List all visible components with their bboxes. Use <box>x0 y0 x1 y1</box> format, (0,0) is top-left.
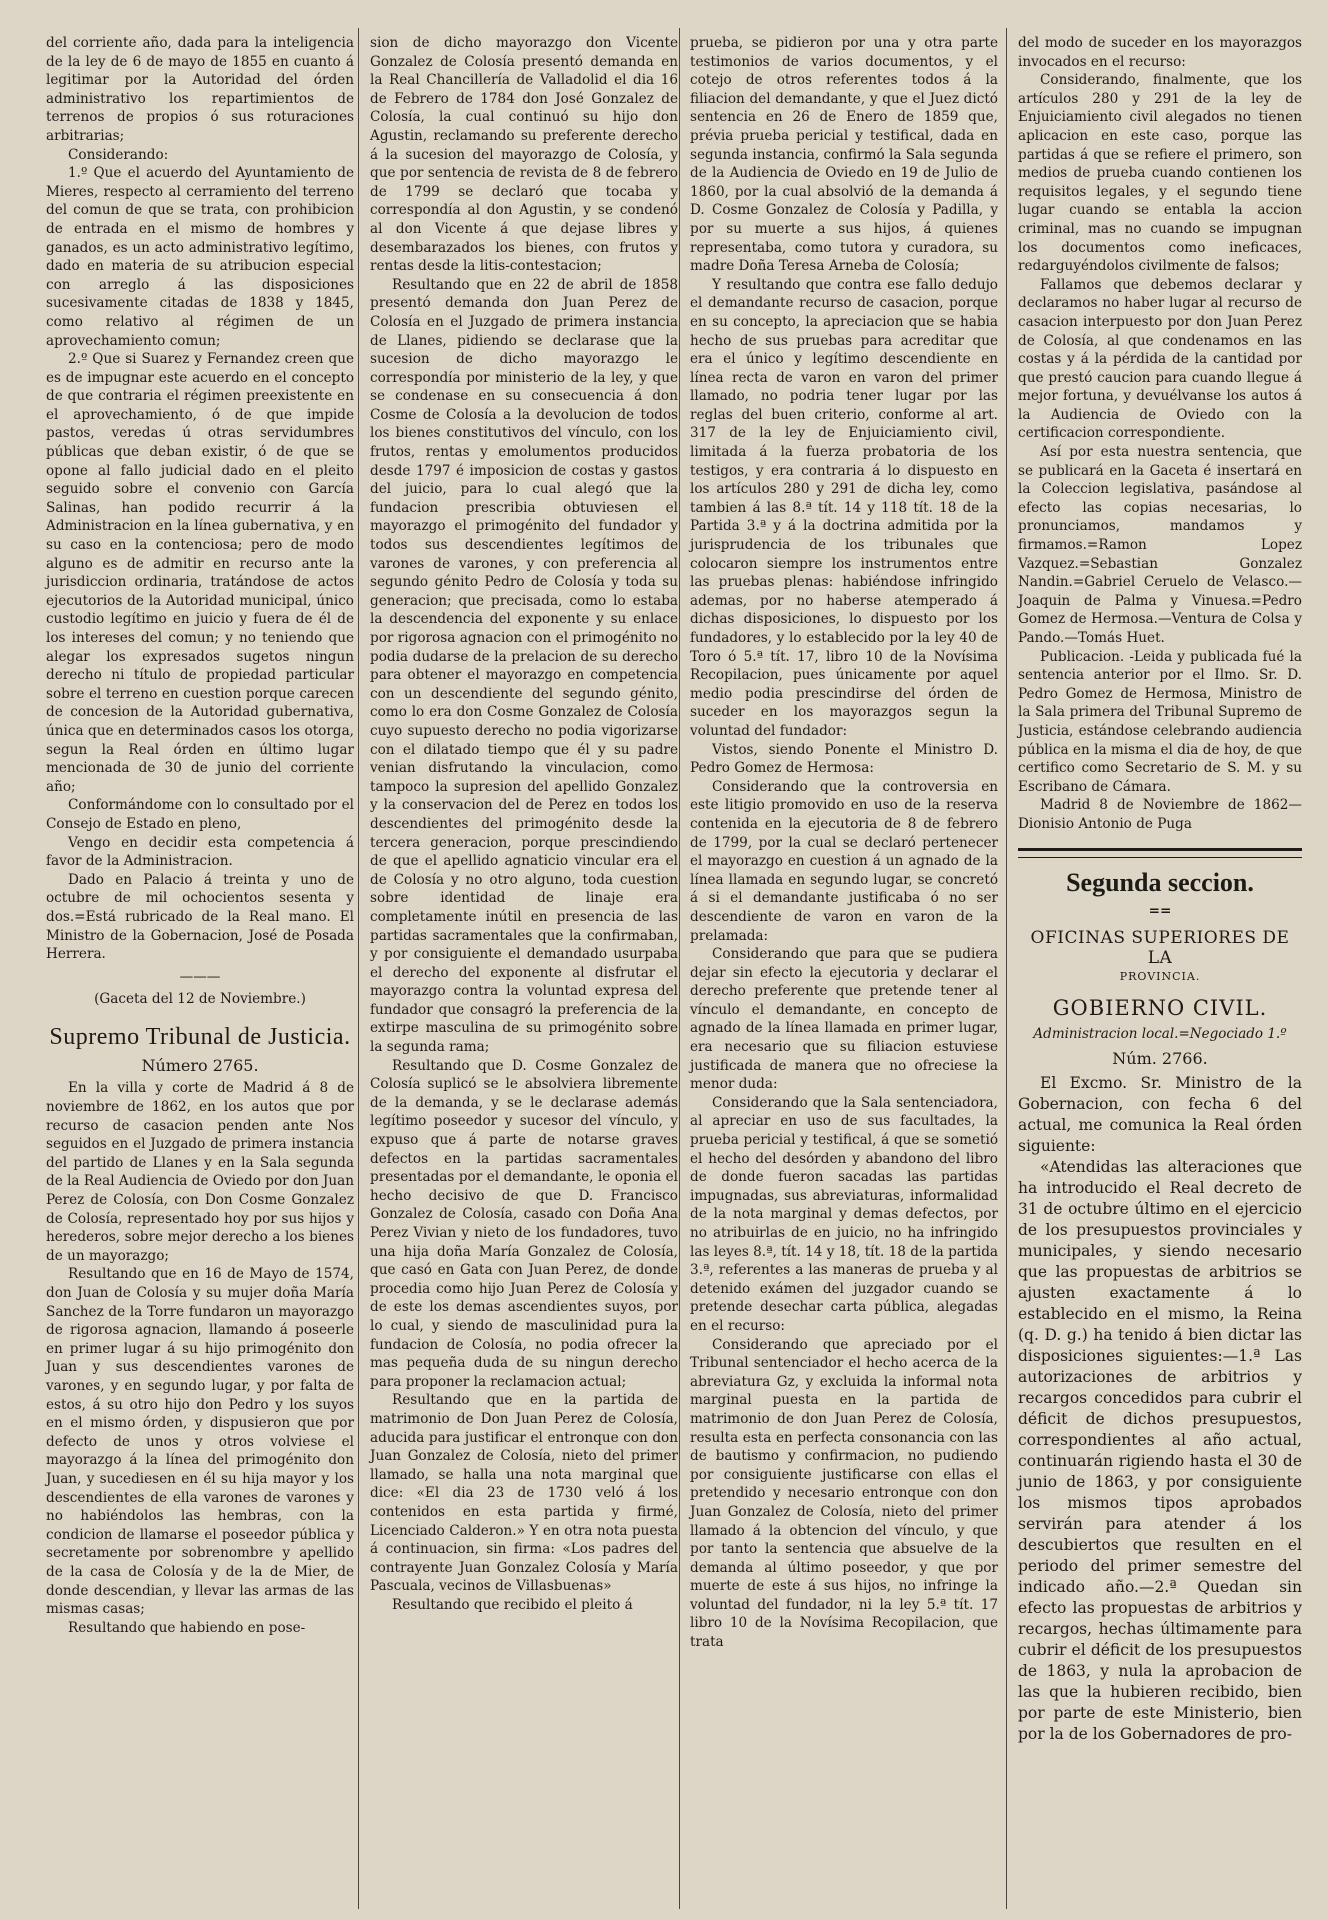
column-4 <box>1018 34 1302 1745</box>
section-heading: Segunda seccion. <box>1066 867 1254 897</box>
paragraph: Vengo en decidir esta competencia á favor de la Administracion. <box>46 834 354 870</box>
paragraph: sion de dicho mayorazgo don Vicente Gonzalez de Colosía presentó demanda en la Real Chancillería de Valladolid el dia 16 de Febrero de 1784 don José Gonzalez de Colosía, la cual continuó su hijo don Agustin, reclamando su preferente derecho á la sucesion del mayorazgo de Colosía, y que por sentencia de revista de 8 de febrero de 1799 se declaró que tocaba y correspondía al don Agustin, y se condenó al don Vicente á que dejase libres y desembarazados los bienes, con frutos y rentas desde la litis-contestacion; <box>370 35 678 275</box>
paragraph: Considerando que apreciado por el Tribunal sentenciador el hecho acerca de la abreviatura Gz, y excluida la informal nota marginal puesta en la partida de matrimonio de don Juan Perez de Colosía, resulta esta en perfecta consonancia con las de bautismo y confirmacion, no pudiendo por consiguiente justificarse con ellas el pretendido y necesario entronque con don Juan Gonzalez de Colosía, nieto del primer llamado á la obtencion del vínculo, y que por tanto la sentencia que absuelve de la demanda al último poseedor, y que por muerte de este á sus hijos, no infringe la voluntad del fundador, ni la ley 5.ª tít. 17 libro 10 de la Novísima Recopilacion, que trata <box>690 1336 998 1651</box>
signature-line: Madrid 8 de Noviembre de 1862—Dionisio Antonio de Puga <box>1018 797 1302 832</box>
paragraph: del modo de suceder en los mayorazgos invocados en el recurso: <box>1018 35 1302 70</box>
paragraph: del corriente año, dada para la inteligencia de la ley de 6 de mayo de 1855 en cuanto á legitimar por la Autoridad del órden administrativo los repartimientos de terrenos de propios ó sus roturaciones arbitrarias; <box>46 35 354 144</box>
column-3 <box>690 34 998 1652</box>
paragraph: Fallamos que debemos declarar y declaramos no haber lugar al recurso de casacion interpuesto por don Juan Perez de Colosía, al que condenamos en las costas y á la pérdida de la cantidad por que prestó caucion para cuando llegue á mejor fortuna, y devuélvanse los autos á la Audiencia de Oviedo con la certificacion correspondiente. <box>1018 276 1302 442</box>
paragraph: El Excmo. Sr. Ministro de la Gobernacion, con fecha 6 del actual, me comunica la Real órden siguiente: <box>1018 1073 1302 1155</box>
government-heading: GOBIERNO CIVIL. <box>1052 995 1268 1020</box>
paragraph: Resultando que en 16 de Mayo de 1574, don Juan de Colosía y su mujer doña María Sanchez de la Torre fundaron un mayorazgo de rigorosa agnacion, llamando á poseerle en primer lugar á su hijo primogénito don Juan y sus descendientes varones de varones, y en segundo lugar, y por falta de estos, á su otro hijo don Pedro y los suyos en el mismo órden, y dispusieron que por defecto de unos y otros volviese el mayorazgo á la línea del primogénito don Juan, y sucediesen en él su hija mayor y los descendientes de ella varones de varones y no habiéndolos las hembras, con la condicion de llamarse el poseedor pública y secretamente por sobrenombre y apellido de la casa de Colosía y de la de Mier, de donde descendian, y llevar las armas de las mismas casas; <box>46 1266 354 1618</box>
item-number: Núm. 2766. <box>1112 1048 1208 1068</box>
paragraph: prueba, se pidieron por una y otra parte testimonios de varios documentos, y el cotejo de otros referentes todos á la filiacion del demandante, y que el Juez dictó sentencia en 26 de Enero de 1859 que, prévia prueba pericial y testifical, dada en segunda instancia, confirmó la Sala segunda de la Audiencia de Oviedo en 19 de Julio de 1860, por la cual absolvió de la demanda á D. Cosme Gonzalez de Colosía y Padilla, y por su muerte a sus hijos, á quienes representaba, como tutora y curadora, su madre Doña Teresa Arneba de Colosía; <box>690 35 998 275</box>
column-rule <box>1006 28 1007 1909</box>
paragraph: Y resultando que contra ese fallo dedujo el demandante recurso de casacion, porque en su concepto, la apreciacion que se habia hecho de sus pruebas para acreditar que era el único y legítimo descendiente en línea recta de varon en varon del primer llamado, no podria tener lugar por las reglas del buen criterio, conforme al art. 317 de la ley de Enjuiciamiento civil, limitada á la fuerza probatoria de los testigos, y era contraria á lo dispuesto en los artículos 280 y 291 de dicha ley, como tambien á las 8.ª tít. 14 y 118 tít. 18 de la Partida 3.ª y á la doctrina admitida por la jurisprudencia de los tribunales que colocaron siempre los instrumentos entre las pruebas plenas: habiéndose infringido ademas, por no haberse atemperado á dichas disposiciones, lo dispuesto por los fundadores, y lo establecido por la ley 40 de Toro ó 5.ª tít. 17, libro 10 de la Novísima Recopilacion, pues únicamente por aquel medio podia prescindirse del órden de suceder en los mayorazgos segun la voluntad del fundador: <box>690 276 998 739</box>
item-number: Número 2765. <box>141 1055 259 1075</box>
column-2 <box>370 34 678 1614</box>
paragraph: Resultando que en 22 de abril de 1858 presentó demanda don Juan Perez de Colosía en el Juzgado de primera instancia de Llanes, pidiendo se declarase que la sucesion de dicho mayorazgo le correspondía por ministerio de la ley, y que se condenase en su consecuencia á don Cosme de Colosía a la devolucion de todos los bienes constitutivos del vínculo, con los frutos, rentas y emolumentos producidos desde 1797 é imposicion de costas y gastos del juicio, para lo cual alegó que la fundacion prescribia obtuviesen el mayorazgo el primogénito del fundador y todos sus descendientes legítimos de varones de varones, y con preferencia al segundo génito Pedro de Colosía y toda su generacion; que precisada, como lo estaba la descendencia del exponente y su enlace por rigorosa agnacion con el primogénito no podia dudarse de la prelacion de su derecho para obtener el mayorazgo en competencia con un descendiente del segundo génito, como lo era don Cosme Gonzalez de Colosía cuyo supuesto derecho no podia vigorizarse con el dilatado tiempo que él y su padre venian disfrutando la vinculacion, como tampoco la supresion del apellido Gonzalez y la conservacion del de Perez en todos los descendientes del primogénito desde la tercera generacion, porque prescindiendo de que el apellido agnaticio vincular era el de Colosía y no otro alguno, toda cuestion sobre identidad de linaje era completamente inútil en presencia de las partidas sacramentales que la confirmaban, y por consiguiente el demandado usurpaba el derecho del exponente al disfrutar el mayorazgo contra la voluntad expresa del fundador que consagró la preferencia de la extirpe masculina de su primogénito sobre la segunda rama; <box>370 276 678 1056</box>
column-rule <box>679 28 680 1909</box>
office-subheading: PROVINCIA. <box>1119 970 1201 984</box>
separator-dash: ——— <box>179 968 221 985</box>
paragraph: Considerando, finalmente, que los artículos 280 y 291 de la ley de Enjuiciamiento civil alegados no tienen aplicacion en este caso, porque las partidas á que se refiere el primero, son medios de prueba cuando contienen los requisitos legales, y el segundo tiene lugar cuando se entabla la accion criminal, mas no cuando se impugnan los documentos como ineficaces, redarguyéndolos civilmente de falsos; <box>1018 72 1302 275</box>
section-heading: Supremo Tribunal de Justicia. <box>49 1023 351 1050</box>
paragraph: 2.º Que si Suarez y Fernandez creen que es de impugnar este acuerdo en el concepto de que contraria el régimen preexistente en el aprovechamiento, ó de que impide pastos, veredas ú otras servidumbres públicas que deban existir, ó de que se opone al fallo judicial dado en el pleito seguido sobre el convenio con García Salinas, han podido recurrir á la Administracion en la línea gubernativa, y en su caso en la contenciosa; pero de modo alguno es de admitir en recurso ante la jurisdiccion ordinaria, tratándose de actos ejecutorios de la Autoridad municipal, único custodio legítimo en juicio y fuera de él de los intereses del comun; y no teniendo que alegar los expresados sugetos ningun derecho ni título de propiedad particular sobre el terreno en cuestion porque carecen de concesion de la Autoridad gubernativa, única que en determinados casos los otorga, segun la Real órden en último lugar mencionada de 30 de junio del corriente año; <box>46 351 354 795</box>
paragraph: Conformándome con lo consultado por el Consejo de Estado en pleno, <box>46 797 354 832</box>
paragraph: En la villa y corte de Madrid á 8 de noviembre de 1862, en los autos que por recurso de casacion penden ante Nos seguidos en el Juzgado de primera instancia del partido de Llanes y en la Sala segunda de la Real Audiencia de Oviedo por don Juan Perez de Colosía, con Don Cosme Gonzalez de Colosía, representado hoy por sus hijos y herederos, sobre mejor derecho a los bienes de un mayorazgo; <box>46 1080 354 1264</box>
paragraph: Considerando que la controversia en este litigio promovido en uso de la reserva contenida en la ejecutoria de 8 de febrero de 1799, por la cual se declaró pertenecer el mayorazgo en cuestion á un agnado de la línea llamada en segundo lugar, se concretó á si el demandante justificaba ó no ser descendiente de varon en varon de la prelamada: <box>690 778 998 944</box>
office-heading: OFICINAS SUPERIORES DE LA <box>1030 928 1290 969</box>
paragraph: Resultando que recibido el pleito á <box>392 1596 633 1613</box>
paragraph: 1.º Que el acuerdo del Ayuntamiento de Mieres, respecto al cerramiento del terreno del comun de que se trata, con prohibicion de entrada en el mismo de hombres y ganados, es un acto administrativo legítimo, dado en materia de su atribucion especial con arreglo á las disposiciones sucesivamente citadas de 1838 y 1845, como relativo al régimen de un aprovechamiento comun; <box>46 165 354 349</box>
column-rule <box>358 28 359 1909</box>
paragraph: Publicacion. -Leida y publicada fué la sentencia anterior por el Ilmo. Sr. D. Pedro Gomez de Hermosa, Ministro de la Sala primera del Tribunal Supremo de Justicia, estándose celebrando audiencia pública en la misma el dia de hoy, de que certifico como Secretario de S. M. y su Escribano de Cámara. <box>1018 648 1302 795</box>
column-1 <box>46 34 354 1637</box>
separator-equals: == <box>1148 902 1172 919</box>
source-note: (Gaceta del 12 de Noviembre.) <box>94 991 306 1008</box>
paragraph: Así por esta nuestra sentencia, que se publicará en la Gaceta é insertará en la Coleccion legislativa, pasándose al efecto las copias necesarias, lo pronunciamos, mandamos y firmamos.=Ramon Lopez Vazquez.=Sebastian Gonzalez Nandin.=Gabriel Ceruelo de Velasco.—Joaquin de Palma y Vinuesa.=Pedro Gomez de Hermosa.—Ventura de Colsa y Pando.—Tomás Huet. <box>1018 444 1302 646</box>
double-rule <box>1018 848 1302 858</box>
paragraph: Considerando que para que se pudiera dejar sin efecto la ejecutoria y declarar el derecho preferente que pretende tener al vínculo el demandante, en concepto de agnado de la línea llamada en primer lugar, era necesario que su filiacion estuviese justificada de manera que no ofreciese la menor duda: <box>690 946 998 1093</box>
paragraph: Dado en Palacio á treinta y uno de octubre de mil ochocientos sesenta y dos.=Está rubricado de la Real mano. El Ministro de la Gobernacion, José de Posada Herrera. <box>46 871 354 963</box>
paragraph: «Atendidas las alteraciones que ha introducido el Real decreto de 31 de octubre último en el ejercicio de los presupuestos provinciales y municipales, y siendo necesario que las propuestas de arbitrios se ajusten exactamente á lo establecido en el mismo, la Reina (q. D. g.) ha tenido á bien dictar las disposiciones siguientes:—1.ª Las autorizaciones de arbitrios y recargos concedidos para cubrir el déficit de dichos presupuestos, correspondientes al año actual, continuarán rigiendo hasta el 30 de junio de 1863, y por consiguiente los mismos tipos aprobados servirán para atender á los descubiertos que resulten en el periodo del primer semestre del indicado año.—2.ª Quedan sin efecto las propuestas de arbitrios y recargos, hechas últimamente para cubrir el déficit de los presupuestos de 1863, y nula la aprobacion de las que la hubieren recibido, bien por parte de este Ministerio, bien por la de los Gobernadores de pro- <box>1018 1157 1302 1743</box>
paragraph: Considerando que la Sala sentenciadora, al apreciar en uso de sus facultades, la prueba pericial y testifical, á que se sometió el hecho del desórden y abandono del libro de donde fueron sacadas las partidas impugnadas, sus abreviaturas, informalidad de la nota marginal y demas defectos, por no atribuirlas de en juicio, no ha infringido las leyes 8.ª, tít. 14 y 18, tít. 18 de la partida 3.ª, referentes a las maneras de prueba y al detenido exámen del juzgador cuando se pretende desechar carta pública, alegadas en el recurso: <box>690 1094 999 1334</box>
paragraph: Resultando que en la partida de matrimonio de Don Juan Perez de Colosía, aducida para justificar el entronque con don Juan Gonzalez de Colosía, nieto del primer llamado, se halla una nota marginal que dice: «El dia 23 de 1730 veló á los contenidos en esta partida y firmé, Licenciado Calderon.» Y en otra nota puesta á continuacion, sin firma: «Los padres del contrayente Juan Gonzalez Colosía y María Pascuala, vecinos de Villasbuenas» <box>370 1392 678 1595</box>
paragraph: Considerando: <box>68 146 169 163</box>
paragraph: Resultando que habiendo en pose- <box>68 1619 306 1636</box>
paragraph: Vistos, siendo Ponente el Ministro D. Pedro Gomez de Hermosa: <box>690 741 998 777</box>
department-line: Administracion local.=Negociado 1.º <box>1033 1026 1287 1043</box>
paragraph: Resultando que D. Cosme Gonzalez de Colosía suplicó se le absolviera libremente de la demanda, y se le declarase además legítimo poseedor y sucesor del vínculo, y expuso que á parte de notarse graves defectos en la partidas sacramentales presentadas por el demandante, le oponia el hecho decisivo de que D. Francisco Gonzalez de Colosía, casado con Doña Ana Perez Vivian y nieto de los fundadores, tuvo una hija doña María Gonzalez de Colosía, que casó en Gata con Juan Perez, de donde procedia como hijo Juan Perez de Colosía y de este los demas ascendientes suyos, por lo cual, y siendo de masculinidad pura la fundacion de Colosía, no podia ofrecer la mas pequeña duda de su ningun derecho para proponer la reclamacion actual; <box>370 1057 678 1390</box>
